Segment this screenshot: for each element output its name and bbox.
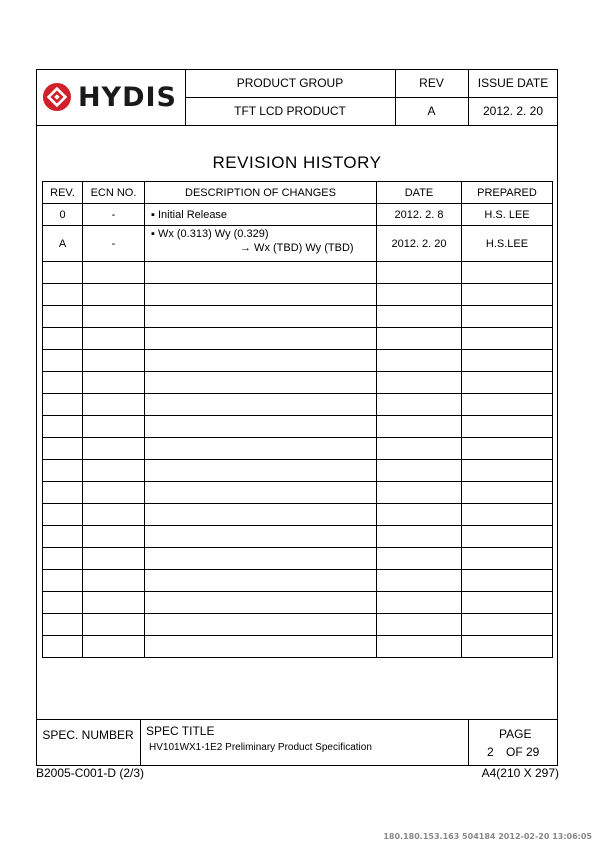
paper-size: A4(210 X 297) xyxy=(481,766,559,780)
prepared-cell xyxy=(462,526,553,548)
revision-table xyxy=(42,181,553,658)
product-group-value: TFT LCD PRODUCT xyxy=(234,104,346,118)
description-cell xyxy=(145,504,377,526)
rev-cell xyxy=(43,504,83,526)
rev-cell xyxy=(43,526,83,548)
prepared-cell xyxy=(462,350,553,372)
description-line-2: → Wx (TBD) Wy (TBD) xyxy=(240,242,354,254)
description-cell xyxy=(145,226,377,262)
description-cell xyxy=(145,636,377,658)
date-cell xyxy=(377,394,462,416)
date-cell xyxy=(377,592,462,614)
table-row xyxy=(43,636,553,658)
ecn-cell xyxy=(83,526,145,548)
table-row xyxy=(43,438,553,460)
table-row xyxy=(43,614,553,636)
prepared-cell xyxy=(462,504,553,526)
description-cell xyxy=(145,460,377,482)
table-header-row xyxy=(43,182,553,204)
description-cell xyxy=(145,592,377,614)
rev-cell xyxy=(43,460,83,482)
description-cell xyxy=(145,570,377,592)
rev-cell xyxy=(43,482,83,504)
date-cell xyxy=(377,262,462,284)
date-cell xyxy=(377,460,462,482)
prepared-cell xyxy=(462,636,553,658)
spec-title-value: HV101WX1-1E2 Preliminary Product Specification xyxy=(149,742,372,753)
ecn-cell xyxy=(83,306,145,328)
ecn-cell xyxy=(83,438,145,460)
table-row xyxy=(43,394,553,416)
description-cell xyxy=(145,438,377,460)
column-header-description: DESCRIPTION OF CHANGES xyxy=(145,182,377,204)
ecn-cell xyxy=(83,262,145,284)
ecn-cell xyxy=(83,350,145,372)
prepared-cell: H.S.LEE xyxy=(462,226,553,262)
description-cell xyxy=(145,350,377,372)
rev-cell xyxy=(43,592,83,614)
ecn-cell xyxy=(83,548,145,570)
description-cell xyxy=(145,614,377,636)
prepared-cell xyxy=(462,438,553,460)
prepared-cell xyxy=(462,592,553,614)
prepared-cell xyxy=(462,328,553,350)
rev-cell xyxy=(43,306,83,328)
ecn-cell xyxy=(83,570,145,592)
date-cell xyxy=(377,548,462,570)
document-code: B2005-C001-D (2/3) xyxy=(36,766,145,780)
prepared-cell xyxy=(462,614,553,636)
page-total: OF 29 xyxy=(506,745,540,759)
description-cell xyxy=(145,328,377,350)
table-row xyxy=(43,306,553,328)
table-row xyxy=(43,328,553,350)
hydis-logo xyxy=(42,80,177,114)
ecn-cell xyxy=(83,284,145,306)
rev-cell xyxy=(43,262,83,284)
date-cell xyxy=(377,350,462,372)
table-row xyxy=(43,592,553,614)
date-cell xyxy=(377,284,462,306)
description-cell xyxy=(145,394,377,416)
date-cell: 2012. 2. 20 xyxy=(377,226,462,262)
hydis-logo-icon xyxy=(42,81,72,113)
product-group-label: PRODUCT GROUP xyxy=(236,76,344,90)
table-row xyxy=(43,526,553,548)
date-cell xyxy=(377,438,462,460)
issue-date-value: 2012. 2. 20 xyxy=(482,104,544,118)
date-cell: 2012. 2. 8 xyxy=(377,204,462,226)
ecn-cell xyxy=(83,416,145,438)
ecn-cell xyxy=(83,636,145,658)
table-row xyxy=(43,372,553,394)
date-cell xyxy=(377,504,462,526)
ecn-cell xyxy=(83,372,145,394)
table-row xyxy=(43,416,553,438)
ecn-cell xyxy=(83,592,145,614)
column-header-prepared: PREPARED xyxy=(462,182,553,204)
prepared-cell xyxy=(462,570,553,592)
page-title: REVISION HISTORY xyxy=(212,153,382,172)
description-cell xyxy=(145,482,377,504)
description-cell xyxy=(145,416,377,438)
rev-cell xyxy=(43,438,83,460)
table-row xyxy=(43,504,553,526)
ecn-cell xyxy=(83,614,145,636)
table-row xyxy=(43,548,553,570)
prepared-cell xyxy=(462,306,553,328)
issue-date-label: ISSUE DATE xyxy=(477,76,549,90)
description-cell xyxy=(145,306,377,328)
logo-text: HYDIS xyxy=(77,81,177,113)
column-header-ecn: ECN NO. xyxy=(83,182,145,204)
rev-cell xyxy=(43,284,83,306)
page-label: PAGE xyxy=(499,727,532,741)
ecn-cell: - xyxy=(83,204,145,226)
spec-number-label: SPEC. NUMBER xyxy=(42,728,134,742)
rev-cell xyxy=(43,548,83,570)
prepared-cell xyxy=(462,262,553,284)
rev-cell xyxy=(43,636,83,658)
spec-title-label: SPEC TITLE xyxy=(146,724,215,738)
page-number: 2 xyxy=(487,745,494,759)
date-cell xyxy=(377,482,462,504)
table-row xyxy=(43,482,553,504)
prepared-cell xyxy=(462,416,553,438)
description-cell xyxy=(145,526,377,548)
date-cell xyxy=(377,306,462,328)
date-cell xyxy=(377,614,462,636)
rev-cell xyxy=(43,570,83,592)
ecn-cell xyxy=(83,504,145,526)
table-row xyxy=(43,460,553,482)
table-row xyxy=(43,350,553,372)
column-header-date: DATE xyxy=(377,182,462,204)
rev-cell: A xyxy=(43,226,83,262)
description-cell xyxy=(145,372,377,394)
rev-cell xyxy=(43,372,83,394)
header-bottom-line xyxy=(36,125,558,126)
date-cell xyxy=(377,328,462,350)
rev-cell xyxy=(43,416,83,438)
rev-cell xyxy=(43,328,83,350)
rev-label: REV xyxy=(419,76,444,90)
description-cell: ▪ Initial Release xyxy=(145,204,377,226)
date-cell xyxy=(377,636,462,658)
rev-cell xyxy=(43,350,83,372)
table-row xyxy=(43,204,553,226)
date-cell xyxy=(377,416,462,438)
prepared-cell xyxy=(462,548,553,570)
ecn-cell xyxy=(83,328,145,350)
footer-divider-2 xyxy=(468,719,469,766)
description-cell xyxy=(145,262,377,284)
description-cell xyxy=(145,284,377,306)
prepared-cell: H.S. LEE xyxy=(462,204,553,226)
prepared-cell xyxy=(462,372,553,394)
table-row xyxy=(43,226,553,262)
table-row xyxy=(43,284,553,306)
ecn-cell xyxy=(83,460,145,482)
prepared-cell xyxy=(462,460,553,482)
rev-cell xyxy=(43,394,83,416)
description-cell xyxy=(145,548,377,570)
table-row xyxy=(43,262,553,284)
description-line-1: ▪ Wx (0.313) Wy (0.329) xyxy=(151,228,269,240)
rev-cell xyxy=(43,614,83,636)
prepared-cell xyxy=(462,284,553,306)
prepared-cell xyxy=(462,394,553,416)
date-cell xyxy=(377,570,462,592)
ecn-cell: - xyxy=(83,226,145,262)
print-stamp: 180.180.153.163 504184 2012-02-20 13:06:05 xyxy=(383,832,592,841)
ecn-cell xyxy=(83,482,145,504)
rev-value: A xyxy=(427,104,436,118)
prepared-cell xyxy=(462,482,553,504)
date-cell xyxy=(377,372,462,394)
column-header-rev: REV. xyxy=(43,182,83,204)
ecn-cell xyxy=(83,394,145,416)
rev-cell: 0 xyxy=(43,204,83,226)
date-cell xyxy=(377,526,462,548)
table-row xyxy=(43,570,553,592)
footer-divider-1 xyxy=(140,719,141,766)
